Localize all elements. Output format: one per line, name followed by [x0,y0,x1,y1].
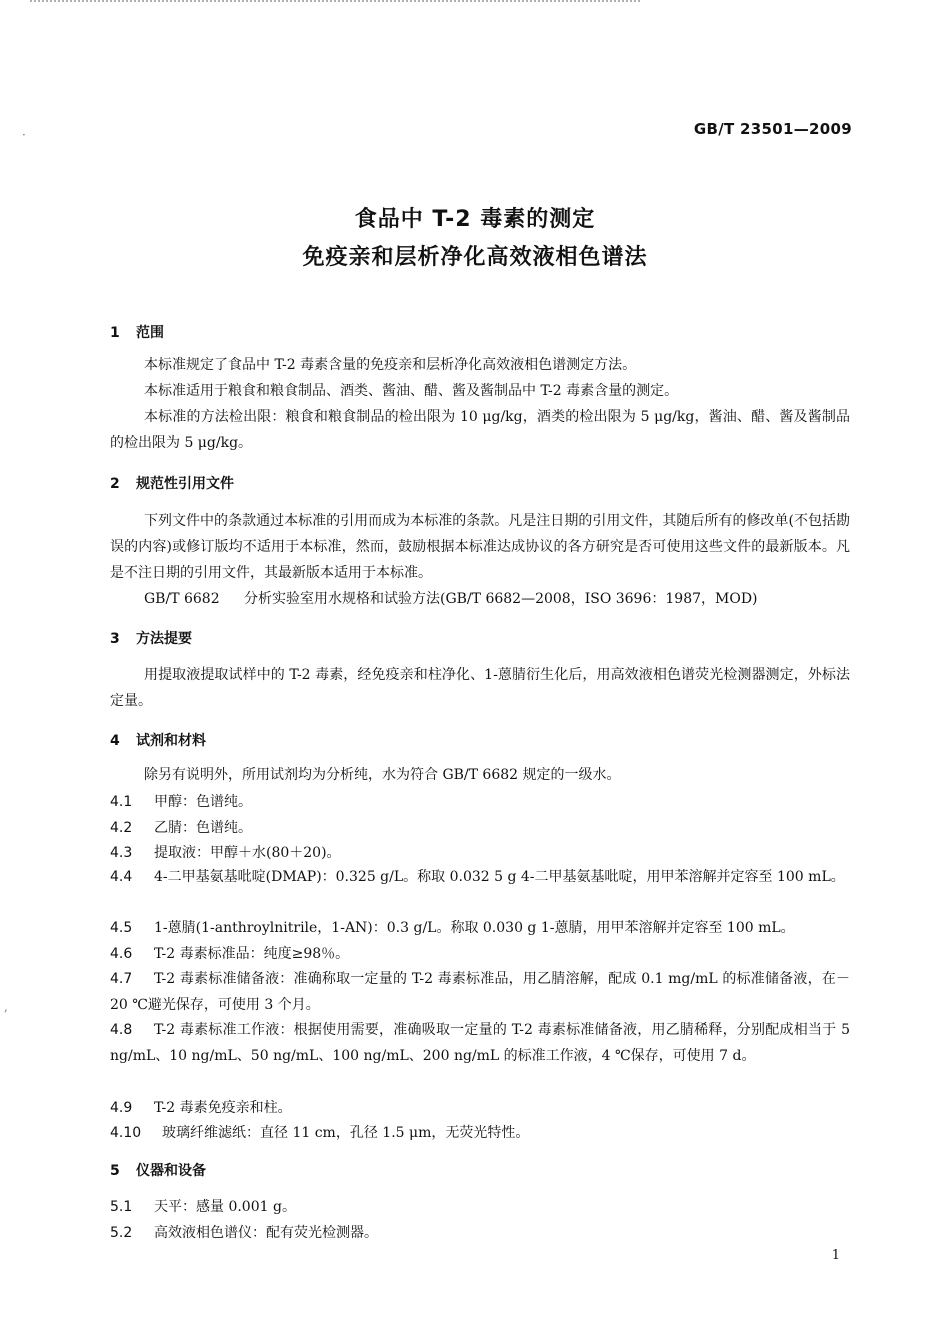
section-title: 规范性引用文件 [136,476,234,492]
section-number: 3 [110,631,120,647]
item-number: 4.4 [110,869,133,885]
margin-mark: · [22,128,26,142]
item-text: 1-蒽腈(1-anthroylnitrile，1-AN)：0.3 g/L。称取 0.030 g 1-蒽腈，用甲苯溶解并定容至 100 mL。 [154,920,795,936]
item-text: 乙腈：色谱纯。 [154,820,252,836]
title-line-1: 食品中 T-2 毒素的测定 [354,207,596,232]
section-3-heading [110,628,192,648]
list-item [110,840,850,866]
section-title: 试剂和材料 [136,733,206,749]
item-number: 4.5 [110,920,133,936]
item-text: 提取液：甲醇＋水(80＋20)。 [154,845,341,861]
top-rule [30,0,640,5]
item-number: 4.3 [110,845,133,861]
item-text: 甲醇：色谱纯。 [154,794,252,810]
item-number: 4.6 [110,946,133,962]
paragraph: 下列文件中的条款通过本标准的引用而成为本标准的条款。凡是注日期的引用文件，其随后所有的修改单(不包括勘误的内容)或修订版均不适用于本标准，然而，鼓励根据本标准达成协议的各方研究是否可使用这些文件的最新版本。凡是不注日期的引用文件，其最新版本适用于本标准。 [110,513,850,581]
list-item [110,1017,850,1069]
list-item [110,815,850,841]
item-text: T-2 毒素免疫亲和柱。 [154,1100,292,1116]
item-number: 4.1 [110,794,133,810]
section-title: 方法提要 [136,631,192,647]
section-5-heading [110,1160,206,1180]
item-text: 天平：感量 0.001 g。 [154,1199,296,1215]
list-item [110,966,850,1018]
margin-mark: , [4,1000,8,1014]
item-number: 4.8 [110,1022,133,1038]
section-number: 2 [110,476,120,492]
section-number: 1 [110,325,120,341]
item-number: 4.9 [110,1100,133,1116]
list-item [110,1095,850,1121]
title-line-2: 免疫亲和层析净化高效液相色谱法 [302,245,648,270]
item-text: T-2 毒素标准储备液：准确称取一定量的 T-2 毒素标准品，用乙腈溶解，配成 0.1 mg/mL 的标准储备液，在－20 ℃避光保存，可使用 3 个月。 [110,971,850,1013]
item-text: T-2 毒素标准品：纯度≥98％。 [154,946,350,962]
paragraph: 除另有说明外，所用试剂均为分析纯，水为符合 GB/T 6682 规定的一级水。 [144,767,621,783]
item-number: 4.7 [110,971,133,987]
item-text: 高效液相色谱仪：配有荧光检测器。 [154,1225,378,1241]
standard-number: GB/T 23501—2009 [693,120,852,138]
list-item [110,789,850,815]
list-item [110,1194,850,1220]
paragraph: 用提取液提取试样中的 T-2 毒素，经免疫亲和柱净化、1-蒽腈衍生化后，用高效液相色谱荧光检测器测定，外标法定量。 [110,667,850,709]
list-item [110,941,850,967]
list-item [110,1120,850,1146]
item-text: 4-二甲基氨基吡啶(DMAP)：0.325 g/L。称取 0.032 5 g 4-二甲基氨基吡啶，用甲苯溶解并定容至 100 mL。 [154,869,845,885]
list-item [110,864,850,890]
item-text: 玻璃纤维滤纸：直径 11 cm，孔径 1.5 μm，无荧光特性。 [162,1125,530,1141]
item-number: 4.10 [110,1125,142,1141]
list-item [110,1220,850,1246]
section-1-heading [110,322,164,342]
reference-code: GB/T 6682 [144,591,220,607]
item-text: T-2 毒素标准工作液：根据使用需要，准确吸取一定量的 T-2 毒素标准储备液，用乙腈稀释，分别配成相当于 5 ng/mL、10 ng/mL、50 ng/mL、100 ng/mL、200 ng/mL 的标准工作液，4 ℃保存，可使用 7 d。 [110,1022,850,1064]
section-number: 5 [110,1163,120,1179]
section-title: 范围 [136,325,164,341]
section-2-heading [110,473,234,493]
item-number: 5.1 [110,1199,133,1215]
normative-reference [144,586,758,612]
section-number: 4 [110,733,120,749]
reference-title: 分析实验室用水规格和试验方法(GB/T 6682—2008，ISO 3696：1987，MOD) [244,591,758,607]
paragraph: 本标准规定了食品中 T-2 毒素含量的免疫亲和层析净化高效液相色谱测定方法。 [144,357,637,373]
item-number: 4.2 [110,820,133,836]
list-item [110,915,850,941]
page-number: 1 [831,1248,840,1263]
section-title: 仪器和设备 [136,1163,206,1179]
paragraph: 本标准的方法检出限：粮食和粮食制品的检出限为 10 μg/kg，酒类的检出限为 5 μg/kg，酱油、醋、酱及酱制品的检出限为 5 μg/kg。 [110,409,850,451]
section-4-heading [110,730,206,750]
paragraph: 本标准适用于粮食和粮食制品、酒类、酱油、醋、酱及酱制品中 T-2 毒素含量的测定。 [144,383,679,399]
item-number: 5.2 [110,1225,133,1241]
